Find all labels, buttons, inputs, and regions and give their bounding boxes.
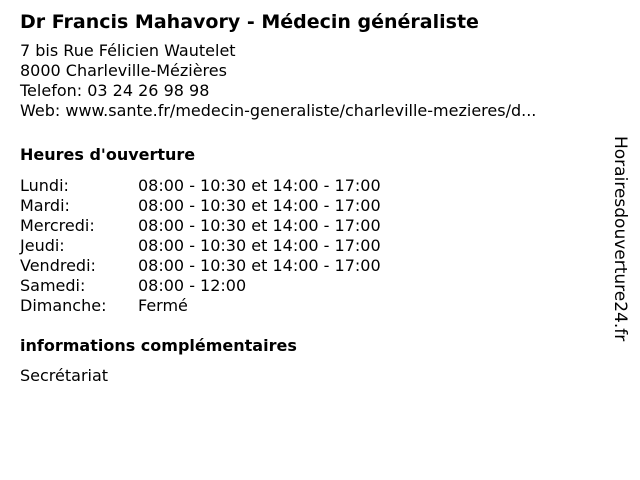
hours-time: 08:00 - 10:30 et 14:00 - 17:00 xyxy=(138,236,381,255)
hours-row-friday xyxy=(20,256,600,276)
hours-time: 08:00 - 10:30 et 14:00 - 17:00 xyxy=(138,196,381,215)
opening-hours-heading: Heures d'ouverture xyxy=(20,145,196,164)
hours-row-wednesday xyxy=(20,216,600,236)
hours-time: 08:00 - 10:30 et 14:00 - 17:00 xyxy=(138,176,381,195)
street-address: 7 bis Rue Félicien Wautelet xyxy=(20,41,236,60)
page-title: Dr Francis Mahavory - Médecin généraliste xyxy=(20,11,479,33)
city-address: 8000 Charleville-Mézières xyxy=(20,61,227,80)
hours-row-tuesday xyxy=(20,196,600,216)
phone-number[interactable]: Telefon: 03 24 26 98 98 xyxy=(20,81,210,100)
hours-day: Samedi: xyxy=(20,276,86,295)
listing-content xyxy=(20,10,600,386)
hours-time: 08:00 - 10:30 et 14:00 - 17:00 xyxy=(138,256,381,275)
website-link[interactable]: Web: www.sante.fr/medecin-generaliste/charleville-mezieres/d... xyxy=(20,101,537,120)
hours-time: 08:00 - 12:00 xyxy=(138,276,247,295)
hours-day: Lundi: xyxy=(20,176,69,195)
opening-hours-table xyxy=(20,176,600,316)
hours-time: Fermé xyxy=(138,296,188,315)
hours-row-thursday xyxy=(20,236,600,256)
additional-info-heading: informations complémentaires xyxy=(20,336,297,355)
hours-day: Dimanche: xyxy=(20,296,107,315)
hours-row-sunday xyxy=(20,296,600,316)
hours-day: Vendredi: xyxy=(20,256,96,275)
hours-day: Jeudi: xyxy=(20,236,65,255)
hours-row-monday xyxy=(20,176,600,196)
brand-watermark: Horairesdouverture24.fr xyxy=(610,136,630,342)
hours-row-saturday xyxy=(20,276,600,296)
hours-day: Mercredi: xyxy=(20,216,95,235)
additional-info-text: Secrétariat xyxy=(20,366,109,385)
hours-day: Mardi: xyxy=(20,196,70,215)
hours-time: 08:00 - 10:30 et 14:00 - 17:00 xyxy=(138,216,381,235)
contact-block xyxy=(20,41,600,121)
